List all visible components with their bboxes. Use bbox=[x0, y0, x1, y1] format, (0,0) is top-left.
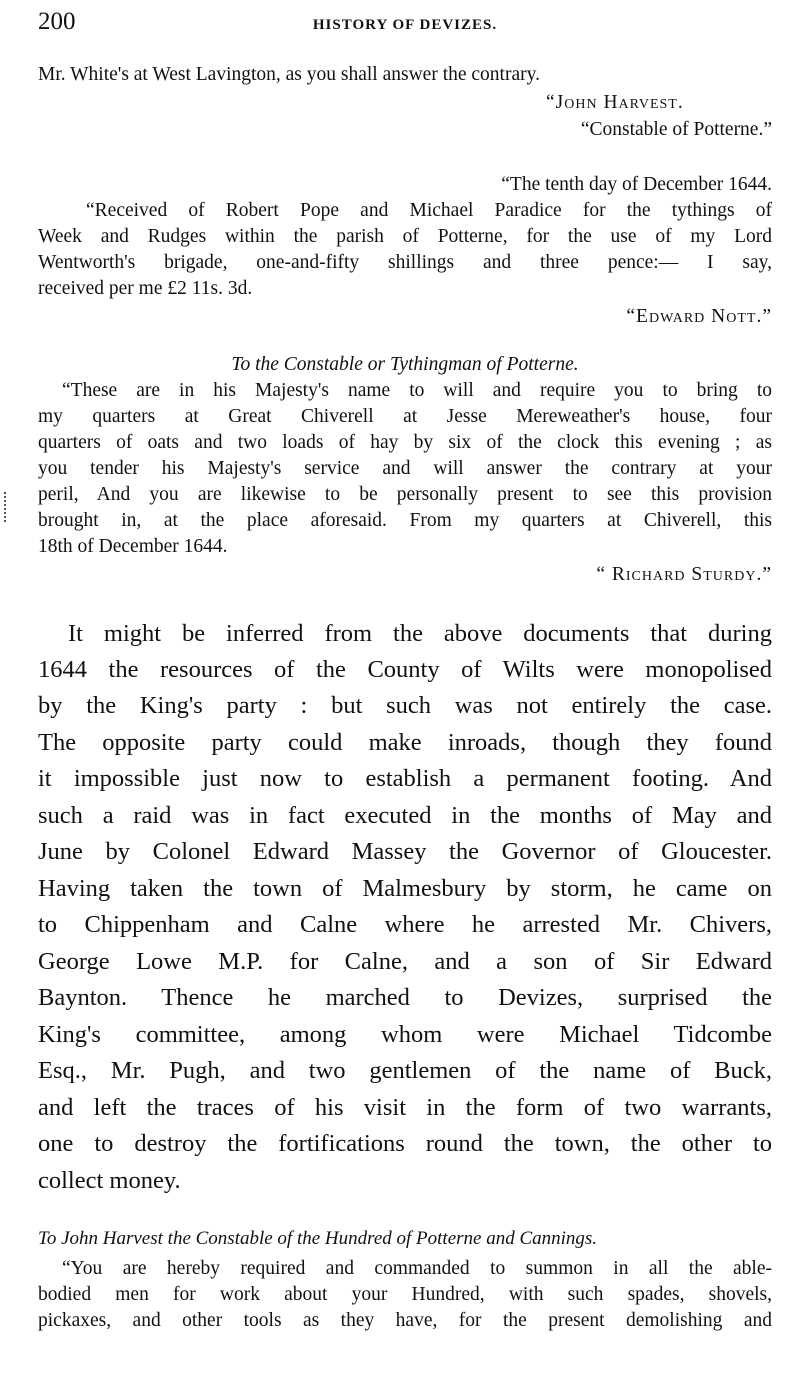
paragraph-line: one to destroy the fortifications round the town, the other to bbox=[38, 1130, 772, 1157]
text-line: bodied men for work about your Hundred, with such spades, shovels, bbox=[38, 1284, 772, 1305]
text-line: “These are in his Majesty's name to will and require you to bring to bbox=[62, 380, 772, 401]
receipt-date: “The tenth day of December 1644. bbox=[501, 174, 772, 195]
text-line: quarters of oats and two loads of hay by six of the clock this evening ; as bbox=[38, 432, 772, 453]
text-line: 18th of December 1644. bbox=[38, 536, 228, 557]
paragraph-line: such a raid was in fact executed in the months of May and bbox=[38, 802, 772, 829]
paragraph-line: by the King's party : but such was not entirely the case. bbox=[38, 692, 772, 719]
paragraph-line: Baynton. Thence he marched to Devizes, surprised the bbox=[38, 984, 772, 1011]
paragraph-line: Having taken the town of Malmesbury by storm, he came on bbox=[38, 875, 772, 902]
running-title: HISTORY OF DEVIZES. bbox=[312, 17, 498, 33]
paragraph-line: June by Colonel Edward Massey the Governor of Gloucester. bbox=[38, 838, 772, 865]
signature: “ Richard Sturdy.” bbox=[596, 564, 772, 585]
signature-name: “John Harvest. bbox=[546, 92, 684, 113]
text-line: brought in, at the place aforesaid. From my quarters at Chiverell, this bbox=[38, 510, 772, 531]
text-line: Week and Rudges within the parish of Potterne, for the use of my Lord bbox=[38, 226, 772, 247]
text-line: pickaxes, and other tools as they have, for the present demolishing and bbox=[38, 1310, 772, 1331]
text-line: Wentworth's brigade, one-and-fifty shillings and three pence:— I say, bbox=[38, 252, 772, 273]
text-line: my quarters at Great Chiverell at Jesse Mereweather's house, four bbox=[38, 406, 772, 427]
paragraph-line: to Chippenham and Calne where he arrested Mr. Chivers, bbox=[38, 911, 772, 938]
paragraph-line: George Lowe M.P. for Calne, and a son of Sir Edward bbox=[38, 948, 772, 975]
paragraph-line: and left the traces of his visit in the form of two warrants, bbox=[38, 1094, 772, 1121]
paragraph-line: it impossible just now to establish a permanent footing. And bbox=[38, 765, 772, 792]
text-line: peril, And you are likewise to be personally present to see this provision bbox=[38, 484, 772, 505]
signature: “Edward Nott.” bbox=[626, 306, 772, 327]
paragraph-line: 1644 the resources of the County of Wilts were monopolised bbox=[38, 656, 772, 683]
text-line: you tender his Majesty's service and will answer the contrary at your bbox=[38, 458, 772, 479]
page-header bbox=[38, 8, 772, 38]
paragraph-line: It might be inferred from the above documents that during bbox=[68, 620, 772, 647]
document-heading: To the Constable or Tythingman of Potterne. bbox=[231, 354, 579, 375]
document-heading: To John Harvest the Constable of the Hundred of Potterne and Cannings. bbox=[38, 1228, 598, 1249]
text-line: received per me £2 11s. 3d. bbox=[38, 278, 253, 299]
text-line: Mr. White's at West Lavington, as you shall answer the contrary. bbox=[38, 64, 540, 85]
paragraph-line: collect money. bbox=[38, 1167, 181, 1194]
text-line: “Received of Robert Pope and Michael Paradice for the tythings of bbox=[86, 200, 772, 221]
paragraph-line: Esq., Mr. Pugh, and two gentlemen of the name of Buck, bbox=[38, 1057, 772, 1084]
paragraph-line: The opposite party could make inroads, though they found bbox=[38, 729, 772, 756]
signature-title: “Constable of Potterne.” bbox=[580, 119, 772, 140]
text-line: “You are hereby required and commanded to summon in all the able- bbox=[62, 1258, 772, 1279]
page-number: 200 bbox=[38, 8, 76, 35]
paragraph-line: King's committee, among whom were Michael Tidcombe bbox=[38, 1021, 772, 1048]
margin-mark bbox=[4, 492, 8, 522]
